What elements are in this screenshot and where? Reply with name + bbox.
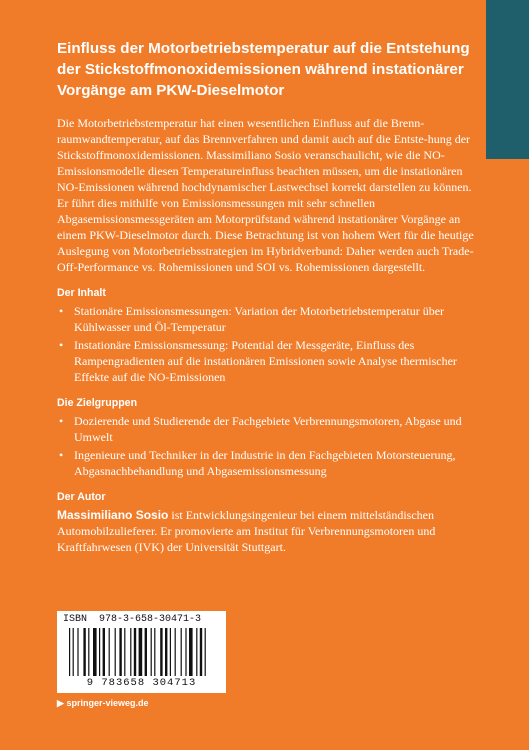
list-item: • Ingenieure und Techniker in der Industrie in den Fachgebieten Motorsteuerung, Abgasnachbehandlung und Abgasemissionsmessung bbox=[57, 447, 482, 479]
back-cover-text bbox=[57, 115, 482, 555]
list-item: • Instationäre Emissionsmessung: Potential der Messgeräte, Einfluss des Rampengradienten auf die instationären Emissionen sowie Analyse thermischer Effekte auf die NO-Emissionen bbox=[57, 337, 482, 385]
section-heading-autor: Der Autor bbox=[57, 491, 106, 503]
isbn-label: ISBN 978-3-658-30471-3 bbox=[63, 614, 202, 625]
list-item: • Dozierende und Studierende der Fachgebiete Verbrennungsmotoren, Abgase und Umwelt bbox=[57, 413, 482, 445]
list-item: • Stationäre Emissionsmessungen: Variation der Motorbetriebstemperatur über Kühlwasser und Öl-Temperatur bbox=[57, 303, 482, 335]
url-text: springer-vieweg.de bbox=[66, 698, 149, 708]
author-name: Massimiliano Sosio bbox=[57, 508, 169, 522]
isbn-barcode bbox=[57, 611, 226, 693]
teal-accent-bar bbox=[486, 0, 529, 159]
author-bio: ist Entwicklungsingenieur bei einem mittelständischen Automobilzulieferer. Er promovierte am Institut für Verbrennungsmotoren und Kraftfahrwesen (IVK) der Universität Stuttgart. bbox=[57, 508, 436, 554]
barcode-bars bbox=[69, 628, 215, 676]
inhalt-list bbox=[57, 303, 482, 385]
barcode-number: 9 783658 304713 bbox=[86, 677, 197, 689]
intro-paragraph: Die Motorbetriebstemperatur hat einen wesentlichen Einfluss auf die Brenn-raumwandtemperatur, auf das Brennverfahren und damit auch auf die Entste-hung der Stickstoffmonoxidemissionen. Massimiliano Sosio veranschaulicht, wie die NO-Emissionsmodelle diesen Temperatureinfluss beachten müssen, um die instationären NO-Emissionen während hochdynamischer Lastwechsel korrekt darstellen zu können. Er führt dies mithilfe von Emissionsmessungen mit sehr schnellen Abgasemissionsmessgeräten am Motorprüfstand während instationärer Vorgänge an einem PKW-Dieselmotor durch. Diese Betrachtung ist von hohem Wert für die heutige Auslegung von Motorbetriebsstrategien im Hybridverbund: Daher werden auch Trade-Off-Performance vs. Rohemissionen und SOI vs. Rohemissionen dargestellt. bbox=[57, 116, 474, 274]
arrow-right-icon: ▶ bbox=[57, 698, 64, 708]
book-title: Einfluss der Motorbetriebstemperatur auf die Entstehung der Stickstoffmonoxidemissionen während instationärer Vorgänge am PKW-Dieselmotor bbox=[57, 40, 470, 99]
section-heading-inhalt: Der Inhalt bbox=[57, 287, 106, 299]
zielgruppen-list bbox=[57, 413, 482, 479]
section-heading-zielgruppen: Die Zielgruppen bbox=[57, 397, 138, 409]
publisher-url[interactable] bbox=[57, 698, 148, 709]
author-paragraph bbox=[57, 507, 482, 555]
